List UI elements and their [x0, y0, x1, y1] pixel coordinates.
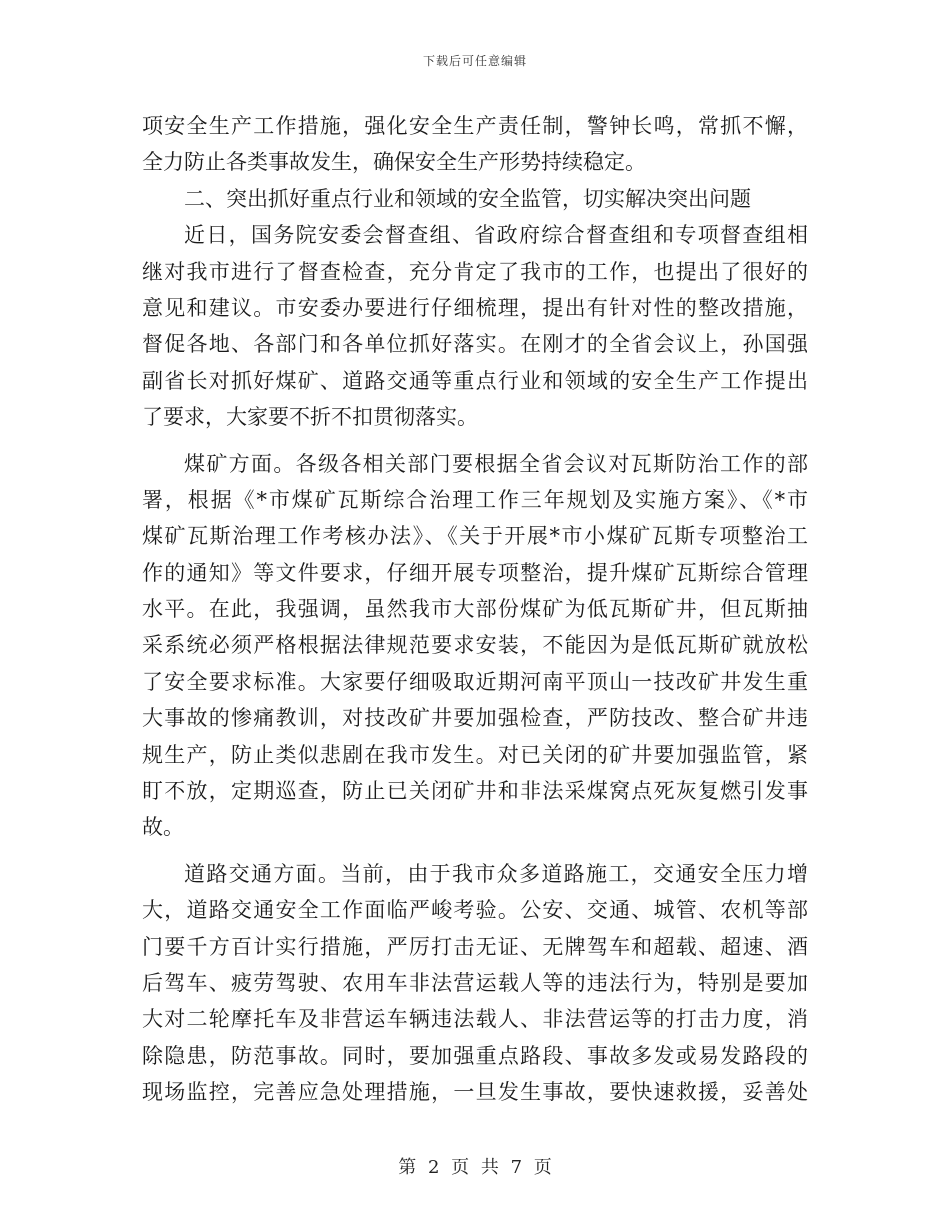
text-line: 副省长对抓好煤矿、道路交通等重点行业和领域的安全生产工作提出: [142, 368, 808, 393]
text-line: 采系统必须严格根据法律规范要求安装，不能因为是低瓦斯矿就放松: [142, 633, 808, 658]
text-line: 近日，国务院安委会督查组、省政府综合督查组和专项督查组相: [184, 223, 808, 248]
text-line: 现场监控，完善应急处理措施，一旦发生事故，要快速救援，妥善处: [142, 1080, 808, 1105]
paragraph-coal-mines: [142, 446, 808, 846]
text-line: 大，道路交通安全工作面临严峻考验。公安、交通、城管、农机等部: [142, 898, 808, 923]
text-line: 盯不放，定期巡查，防止已关闭矿井和非法采煤窝点死灰复燃引发事: [142, 779, 808, 804]
text-line: 故。: [142, 815, 184, 840]
paragraph-road-traffic: [142, 856, 808, 1111]
text-line: 署，根据《*市煤矿瓦斯综合治理工作三年规划及实施方案》、《*市: [142, 487, 808, 512]
section-heading-text: 二、突出抓好重点行业和领域的安全监管，切实解决突出问题: [184, 186, 751, 211]
text-line: 规生产，防止类似悲剧在我市发生。对已关闭的矿井要加强监管，紧: [142, 742, 808, 767]
text-line: 了要求，大家要不折不扣贯彻落实。: [142, 405, 478, 430]
text-line: 继对我市进行了督查检查，充分肯定了我市的工作，也提出了很好的: [142, 259, 808, 284]
paragraph-continuation: [142, 108, 808, 181]
text-line: 大对二轮摩托车及非营运车辆违法载人、非法营运等的打击力度，消: [142, 1007, 808, 1032]
page-header-note: 下载后可任意编辑: [422, 54, 527, 68]
text-line: 门要千方百计实行措施，严厉打击无证、无牌驾车和超载、超速、酒: [142, 934, 808, 959]
text-line: 了安全要求标准。大家要仔细吸取近期河南平顶山一技改矿井发生重: [142, 669, 808, 694]
text-line: 作的通知》等文件要求，仔细开展专项整治，提升煤矿瓦斯综合管理: [142, 560, 808, 585]
paragraph-inspection: [142, 217, 808, 435]
text-line: 煤矿方面。各级各相关部门要根据全省会议对瓦斯防治工作的部: [184, 451, 808, 476]
text-line: 全力防止各类事故发生，确保安全生产形势持续稳定。: [142, 150, 646, 175]
text-line: 水平。在此，我强调，虽然我市大部份煤矿为低瓦斯矿井，但瓦斯抽: [142, 597, 808, 622]
text-line: 意见和建议。市安委办要进行仔细梳理，提出有针对性的整改措施，: [142, 295, 808, 320]
page-number: 第 2 页 共 7 页: [398, 1157, 552, 1178]
section-heading: [142, 181, 808, 217]
text-line: 大事故的惨痛教训，对技改矿井要加强检查，严防技改、整合矿井违: [142, 706, 808, 731]
document-body: [142, 108, 808, 1111]
text-line: 督促各地、各部门和各单位抓好落实。在刚才的全省会议上，孙国强: [142, 332, 808, 357]
paragraph-spacer: [142, 846, 808, 856]
text-line: 煤矿瓦斯治理工作考核办法》、《关于开展*市小煤矿瓦斯专项整治工: [142, 524, 808, 549]
text-line: 后驾车、疲劳驾驶、农用车非法营运载人等的违法行为，特别是要加: [142, 970, 808, 995]
text-line: 除隐患，防范事故。同时，要加强重点路段、事故多发或易发路段的: [142, 1043, 808, 1068]
text-line: 项安全生产工作措施，强化安全生产责任制，警钟长鸣，常抓不懈，: [142, 114, 808, 138]
text-line: 道路交通方面。当前，由于我市众多道路施工，交通安全压力增: [184, 861, 808, 886]
paragraph-spacer: [142, 436, 808, 446]
